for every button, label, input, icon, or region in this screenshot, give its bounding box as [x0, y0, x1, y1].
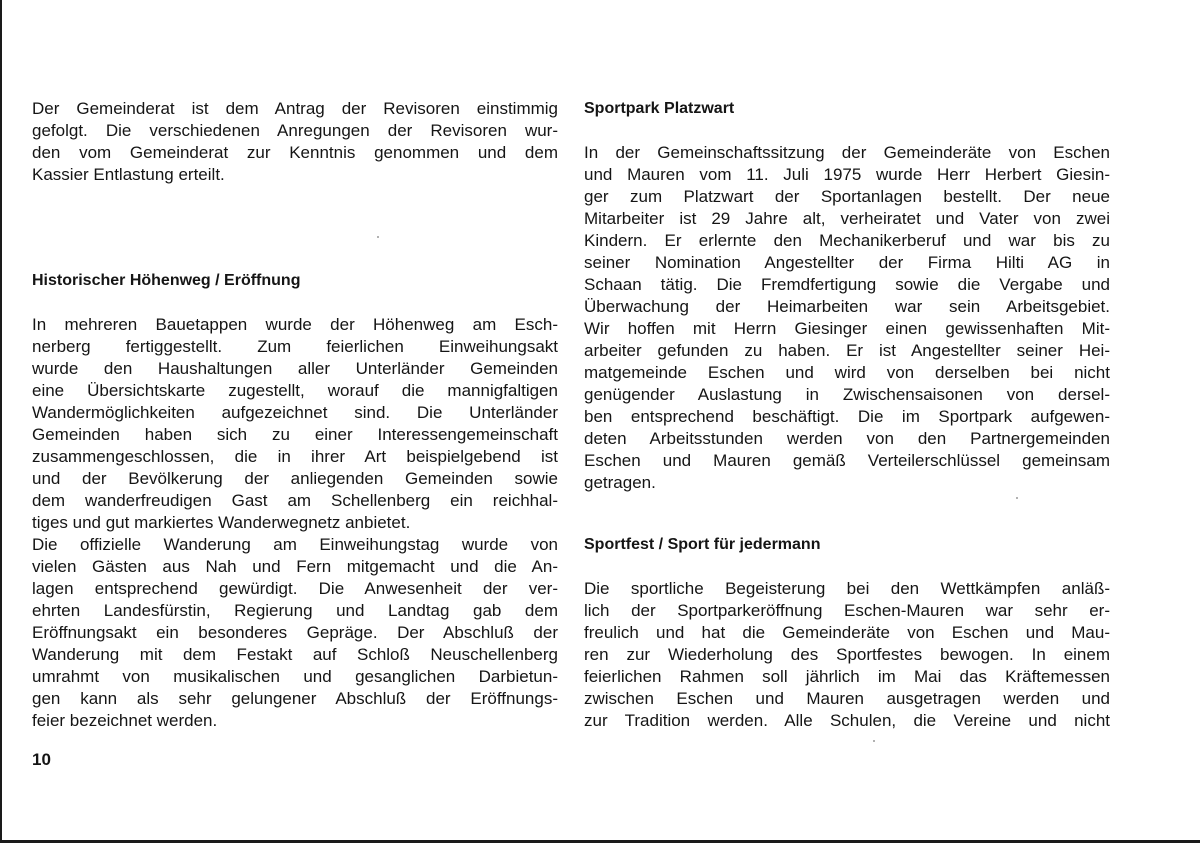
text-line: vielen Gästen aus Nah und Fern mitgemacht und die An- [32, 557, 558, 576]
paragraph-revisoren [32, 98, 558, 186]
text-line: eine Übersichtskarte zugestellt, worauf die mannigfaltigen [32, 381, 558, 400]
text-line: Wanderung mit dem Festakt auf Schloß Neuschellenberg [32, 645, 558, 664]
text-line: feierlichen Rahmen soll jährlich im Mai das Kräftemessen [584, 667, 1110, 686]
text-line: Mitarbeiter ist 29 Jahre alt, verheiratet und Vater von zwei [584, 209, 1110, 228]
text-line: matgemeinde Eschen und wird von derselben bei nicht [584, 363, 1110, 382]
text-line: zwischen Eschen und Mauren ausgetragen werden und [584, 689, 1110, 708]
text-line: Eschen und Mauren gemäß Verteilerschlüssel gemeinsam [584, 451, 1110, 470]
text-line: dem wanderfreudigen Gast am Schellenberg ein reichhal- [32, 491, 558, 510]
text-line: Wir hoffen mit Herrn Giesinger einen gewissenhaften Mit- [584, 319, 1110, 338]
text-line: deten Arbeitsstunden werden von den Partnergemeinden [584, 429, 1110, 448]
text-line: In der Gemeinschaftssitzung der Gemeinderäte von Eschen [584, 143, 1110, 162]
text-line: ger zum Platzwart der Sportanlagen bestellt. Der neue [584, 187, 1110, 206]
text-line: den vom Gemeinderat zur Kenntnis genommen und dem [32, 143, 558, 162]
print-speck [873, 740, 875, 742]
text-line: wurde den Haushaltungen aller Unterländer Gemeinden [32, 359, 558, 378]
text-line: Die offizielle Wanderung am Einweihungstag wurde von [32, 535, 558, 554]
text-line: In mehreren Bauetappen wurde der Höhenweg am Esch- [32, 315, 558, 334]
text-line: lagen entsprechend gewürdigt. Die Anwesenheit der ver- [32, 579, 558, 598]
text-line: feier bezeichnet werden. [32, 711, 218, 730]
text-line: zur Tradition werden. Alle Schulen, die Vereine und nicht [584, 711, 1110, 730]
text-line: Schaan tätig. Die Fremdfertigung sowie die Vergabe und [584, 275, 1110, 294]
heading-sportfest: Sportfest / Sport für jedermann [584, 536, 821, 553]
left-column [32, 98, 558, 732]
text-line: seiner Nomination Angestellter der Firma Hilti AG in [584, 253, 1110, 272]
text-line: Überwachung der Heimarbeiten war sein Arbeitsgebiet. [584, 297, 1110, 316]
paragraph-sportfest [584, 578, 1110, 732]
text-line: Die sportliche Begeisterung bei den Wettkämpfen anläß- [584, 579, 1110, 598]
text-line: ben entsprechend beschäftigt. Die im Sportpark aufgewen- [584, 407, 1110, 426]
text-line: freulich und hat die Gemeinderäte von Eschen und Mau- [584, 623, 1110, 642]
text-line: Der Gemeinderat ist dem Antrag der Revisoren einstimmig [32, 99, 558, 118]
text-line: und Mauren vom 11. Juli 1975 wurde Herr Herbert Giesin- [584, 165, 1110, 184]
text-line: Kassier Entlastung erteilt. [32, 165, 225, 184]
text-line: Eröffnungsakt ein besonderes Gepräge. Der Abschluß der [32, 623, 558, 642]
text-line: nerberg fertiggestellt. Zum feierlichen Einweihungsakt [32, 337, 558, 356]
text-line: Gemeinden haben sich zu einer Interessengemeinschaft [32, 425, 558, 444]
heading-hoehenweg: Historischer Höhenweg / Eröffnung [32, 272, 301, 289]
text-line: tiges und gut markiertes Wanderwegnetz anbietet. [32, 513, 411, 532]
right-column [584, 98, 1110, 732]
text-line: lich der Sportparkeröffnung Eschen-Mauren war sehr er- [584, 601, 1110, 620]
page-number: 10 [32, 750, 51, 769]
paragraph-hoehenweg-2 [32, 534, 558, 732]
text-line: gen kann als sehr gelungener Abschluß der Eröffnungs- [32, 689, 558, 708]
text-line: genügender Auslastung in Zwischensaisonen von dersel- [584, 385, 1110, 404]
paragraph-platzwart [584, 142, 1110, 494]
text-line: arbeiter gefunden zu haben. Er ist Angestellter seiner Hei- [584, 341, 1110, 360]
paragraph-hoehenweg-1 [32, 314, 558, 534]
text-line: gefolgt. Die verschiedenen Anregungen der Revisoren wur- [32, 121, 558, 140]
text-line: Kindern. Er erlernte den Mechanikerberuf und war bis zu [584, 231, 1110, 250]
text-line: und der Bevölkerung der anliegenden Gemeinden sowie [32, 469, 558, 488]
text-line: umrahmt von musikalischen und gesanglichen Darbietun- [32, 667, 558, 686]
text-line: getragen. [584, 473, 656, 492]
page-edge-left [0, 0, 2, 843]
text-line: ehrten Landesfürstin, Regierung und Landtag gab dem [32, 601, 558, 620]
text-line: ren zur Wiederholung des Sportfestes bewogen. In einem [584, 645, 1110, 664]
heading-sportpark-platzwart: Sportpark Platzwart [584, 100, 735, 117]
text-line: Wandermöglichkeiten aufgezeichnet sind. Die Unterländer [32, 403, 558, 422]
text-line: zusammengeschlossen, die in ihrer Art beispielgebend ist [32, 447, 558, 466]
